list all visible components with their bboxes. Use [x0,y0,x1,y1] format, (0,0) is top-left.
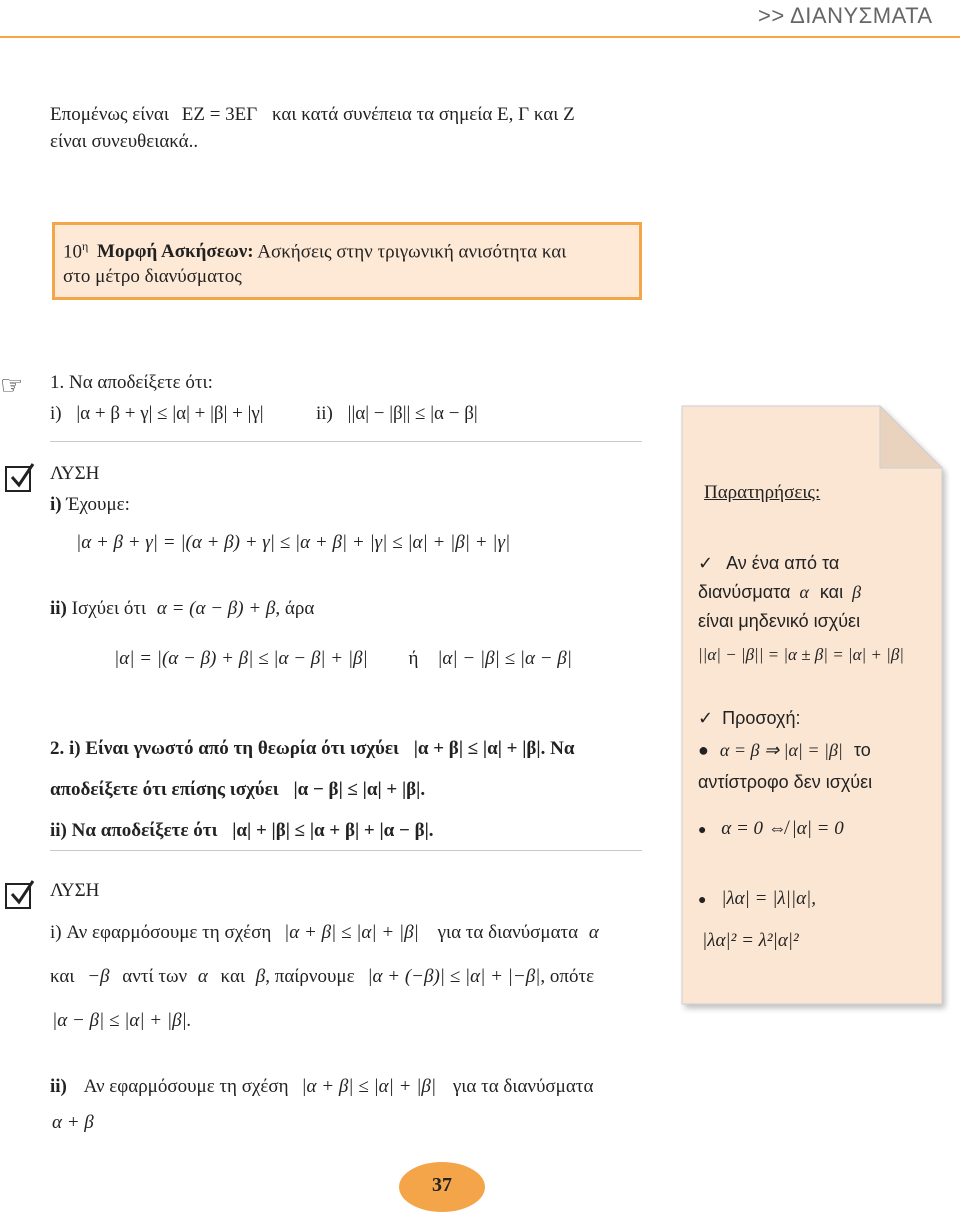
solution2-ii-line-2: α + β [52,1112,94,1133]
chapter-title: >> ΔΙΑΝΥΣΜΑΤΑ [758,3,933,28]
notes-item-2-math: α = β ⇒ |α| = |β| [719,740,843,760]
notes-item-5: |λα|² = λ²|α|² [702,930,799,951]
solution1-i-line [50,494,130,516]
intro-text: Επομένως είναι [50,104,169,125]
notes-item-2-math-line [698,734,928,766]
exercise2-line-3: ii) Να αποδείξετε ότι |α| + |β| ≤ |α + β| + |α − β|. [50,820,434,841]
notes-item-2-label-line [698,702,928,734]
ex2-line1-end: . Να [540,738,575,759]
sol2-l2-m2: α [197,966,208,987]
part-i-label: i) [50,403,62,424]
notes-item-1-line-1 [698,549,918,578]
notes-panel [680,404,950,1014]
notes-item-4-math: |λα| = |λ||α|, [721,888,817,909]
notes-item-1-line-3: είναι μηδενικό ισχύει [698,611,861,631]
sol2-l2-math: |α + (−β)| ≤ |α| + |−β| [367,966,541,987]
notes-item-3 [698,818,844,840]
header-accent-line [0,36,960,38]
sol-i-label: i) [50,494,62,515]
ex2-line2-text: αποδείξετε ότι επίσης ισχύει [50,779,279,800]
part-ii-math: ||α| − |β|| ≤ |α − β| [347,403,478,424]
sol2-l2-e: , οπότε [540,966,595,987]
exercise1-part-i [50,403,264,425]
notes-item-2 [698,702,928,798]
exercise2-line-1 [50,738,574,760]
ex2-line1-math: |α + β| ≤ |α| + |β| [413,738,541,759]
sol2-ii-text-b: για τα διανύσματα [452,1076,594,1097]
solution2-i-line-2 [50,966,594,988]
ex2-line3-math: |α| + |β| ≤ |α + β| + |α − β| [232,820,429,841]
intro-math: EZ = 3EΓ [181,104,258,125]
divider [50,441,642,442]
sol-ii-text: Ισχύει ότι [71,598,147,619]
notes-item-2-label: Προσοχή: [722,708,801,728]
solution1-label: ΛΥΣΗ [50,463,100,484]
sol-i-text: Έχουμε: [66,494,130,515]
sol2-l2-c: και [220,966,246,987]
notes-item-1-text-a: διανύσματα [698,582,791,602]
notes-item-2-end: το [853,740,871,760]
divider [50,850,642,851]
solution2-label: ΛΥΣΗ [50,880,100,901]
check-mark-icon: ✓ [698,553,714,573]
sol2-i-math: |α + β| ≤ |α| + |β| [284,922,419,943]
notes-item-2-line-2: αντίστροφο δεν ισχύει [698,772,873,792]
sol2-ii-math: |α + β| ≤ |α| + |β| [301,1076,437,1097]
intro-text-2: και κατά συνέπεια τα σημεία Ε, Γ και Ζ [272,104,575,125]
exercise1-part-ii [316,403,478,425]
notes-title: Παρατηρήσεις: [704,482,821,503]
notes-item-1-text: Αν ένα από τα [726,553,840,573]
page-number: 37 [432,1174,452,1196]
header-bar [0,0,960,35]
sol2-l2-a: και [50,966,75,987]
pointing-hand-icon: ☞ [0,371,24,400]
bullet-icon: ● [698,740,709,760]
sol-ii-math3: |α| − |β| ≤ |α − β| [437,648,572,669]
ex2-line1-text: 2. i) Είναι γνωστό από τη θεωρία ότι ισχύει [50,738,399,759]
bullet-icon: ● [698,821,707,837]
part-i-math: |α + β + γ| ≤ |α| + |β| + |γ| [76,403,264,424]
sol2-l2-d: , παίρνουμε [265,966,355,987]
sol-ii-or: ή [408,648,419,669]
notes-item-1-m1: α [799,582,809,602]
intro-line-1 [50,104,575,126]
exercise2-line-2: αποδείξετε ότι επίσης ισχύει |α − β| ≤ |α| + |β|. [50,779,426,800]
sol2-i-text-b: για τα διανύσματα [437,922,579,943]
notes-item-1-text-b: και [819,582,844,602]
section-superscript: η [82,239,89,253]
checkbox-icon [5,466,31,492]
sol2-i-alpha: α [588,922,599,943]
part-ii-label: ii) [316,403,333,424]
sol2-i-text-a: i) Αν εφαρμόσουμε τη σχέση [50,922,272,943]
solution2-ii-line-1 [50,1076,593,1098]
notes-item-1-m2: β [852,582,862,602]
solution2-i-line-1 [50,922,599,944]
sol2-l2-m1: −β [87,966,110,987]
sol-ii-math2: |α| = |(α − β) + β| ≤ |α − β| + |β| [114,648,368,669]
section-title-bold: Μορφή Ασκήσεων: [97,241,254,263]
sol2-ii-label: ii) [50,1076,67,1097]
section-title-line-1 [63,239,566,263]
solution1-ii-math-line [114,648,572,670]
section-title-line-2: στο μέτρο διανύσματος [63,266,242,287]
exercise1-heading: 1. Να αποδείξετε ότι: [50,372,213,393]
notes-item-3-math: α = 0 ⇎ |α| = 0 [721,818,844,839]
section-title-rest: Ασκήσεις στην τριγωνική ανισότητα και [257,241,567,263]
ex2-line2-math: |α − β| ≤ |α| + |β| [293,779,421,800]
sol2-ii-text-a: Αν εφαρμόσουμε τη σχέση [83,1076,289,1097]
ex2-line3-text: ii) Να αποδείξετε ότι [50,820,218,841]
solution2-i-line-3: |α − β| ≤ |α| + |β|. [52,1010,192,1031]
notes-item-4 [698,888,816,910]
bullet-icon: ● [698,891,707,907]
sol2-l2-b: αντί των [122,966,188,987]
solution1-i-math: |α + β + γ| = |(α + β) + γ| ≤ |α + β| + |γ| ≤ |α| + |β| + |γ| [76,532,511,553]
checkbox-icon [5,883,31,909]
sol-ii-math: α = (α − β) + β [156,598,276,619]
page-number-badge [399,1162,485,1212]
notes-item-1-line-2 [698,578,918,607]
sol-ii-label: ii) [50,598,67,619]
notes-item-1-math: ||α| − |β|| = |α ± β| = |α| + |β| [698,645,904,664]
check-mark-icon: ✓ [698,708,714,728]
intro-line-2: είναι συνευθειακά.. [50,131,199,152]
notes-item-1 [698,549,918,669]
section-number: 10 [63,241,82,263]
solution1-ii-line [50,598,314,620]
sol2-l2-m3: β [255,966,266,987]
section-box [52,222,642,300]
sol-ii-suffix: , άρα [275,598,315,619]
